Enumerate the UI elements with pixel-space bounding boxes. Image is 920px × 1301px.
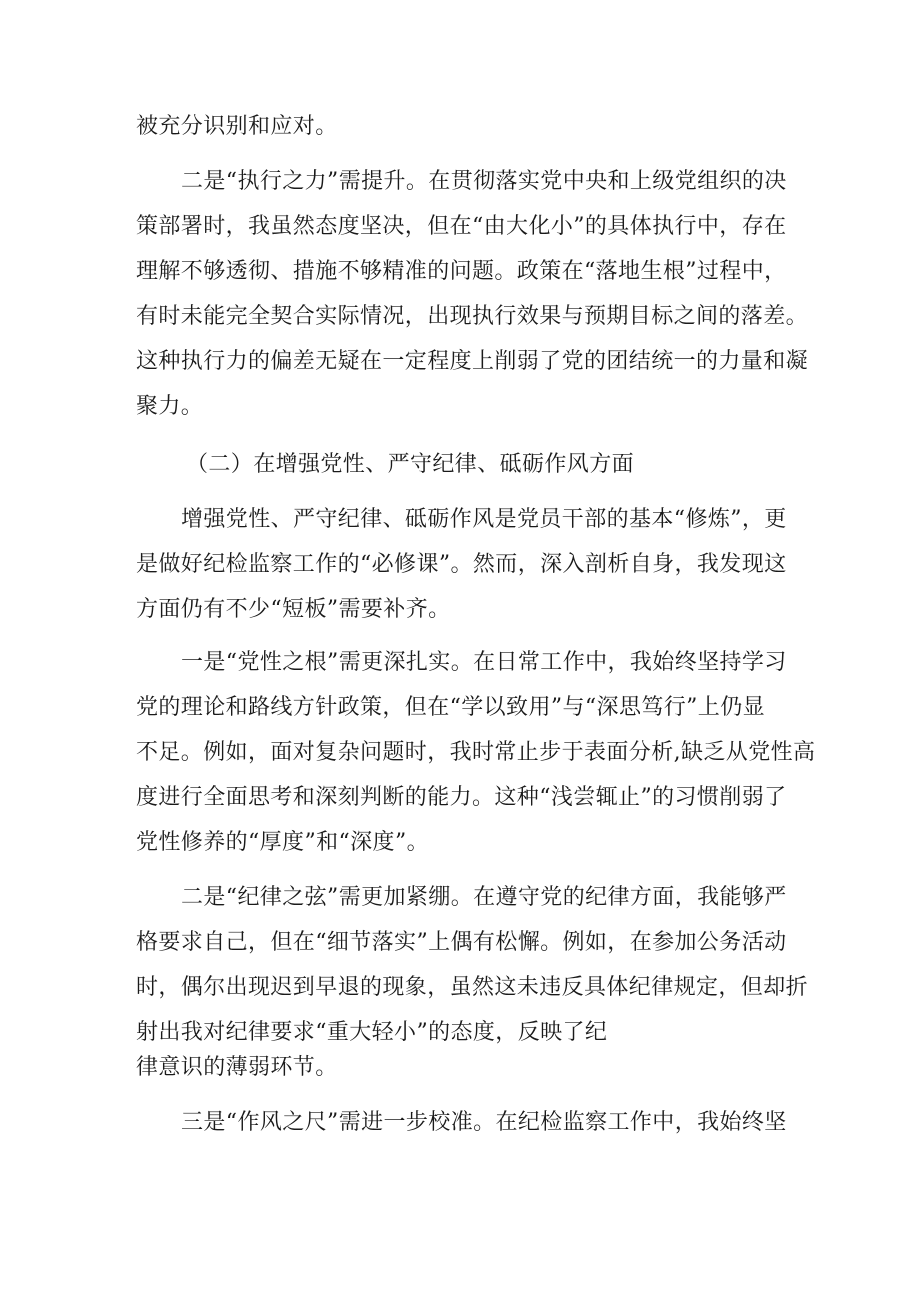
paragraph-first-line: 三是“作风之尺”需进一步校准。在纪检监察工作中，我始终坚	[181, 1110, 787, 1135]
section-heading: （二）在增强党性、严守纪律、砥砺作风方面	[186, 452, 635, 477]
text-line: 度进行全面思考和深刻判断的能力。这种“浅尝辄止”的习惯削弱了	[136, 785, 787, 810]
text-line: 射出我对纪律要求“重大轻小”的态度，反映了纪	[136, 1020, 608, 1045]
text-line: 不足。例如，面对复杂问题时，我时常止步于表面分析,缺乏从党性高	[136, 740, 816, 765]
text-line: 律意识的薄弱环节。	[136, 1055, 338, 1080]
text-line: 格要求自己，但在“细节落实”上偶有松懈。例如，在参加公务活动	[136, 930, 787, 955]
paragraph-first-line: 增强党性、严守纪律、砥砺作风是党员干部的基本“修炼”，更	[181, 507, 787, 532]
text-line: 策部署时，我虽然态度坚决，但在“由大化小”的具体执行中，存在	[136, 214, 787, 239]
paragraph-first-line: 二是“纪律之弦”需更加紧绷。在遵守党的纪律方面，我能够严	[181, 885, 787, 910]
paragraph-first-line: 二是“执行之力”需提升。在贯彻落实党中央和上级党组织的决	[181, 169, 787, 194]
text-line: 聚力。	[136, 394, 204, 419]
text-line: 时，偶尔出现迟到早退的现象，虽然这未违反具体纪律规定，但却折	[136, 975, 809, 1000]
text-line: 这种执行力的偏差无疑在一定程度上削弱了党的团结统一的力量和凝	[136, 349, 809, 374]
paragraph-first-line: 一是“党性之根”需更深扎实。在日常工作中，我始终坚持学习	[181, 650, 787, 675]
text-line: 方面仍有不少“短板”需要补齐。	[136, 597, 451, 622]
text-line: 有时未能完全契合实际情况，出现执行效果与预期目标之间的落差。	[136, 304, 809, 329]
text-line: 党性修养的“厚度”和“深度”。	[136, 830, 429, 855]
text-line: 理解不够透彻、措施不够精准的问题。政策在“落地生根”过程中，	[136, 259, 787, 284]
text-line: 是做好纪检监察工作的“必修课”。然而，深入剖析自身，我发现这	[136, 552, 787, 577]
text-line: 被充分识别和应对。	[136, 114, 338, 139]
text-line: 党的理论和路线方针政策，但在“学以致用”与“深思笃行”上仍显	[136, 695, 765, 720]
